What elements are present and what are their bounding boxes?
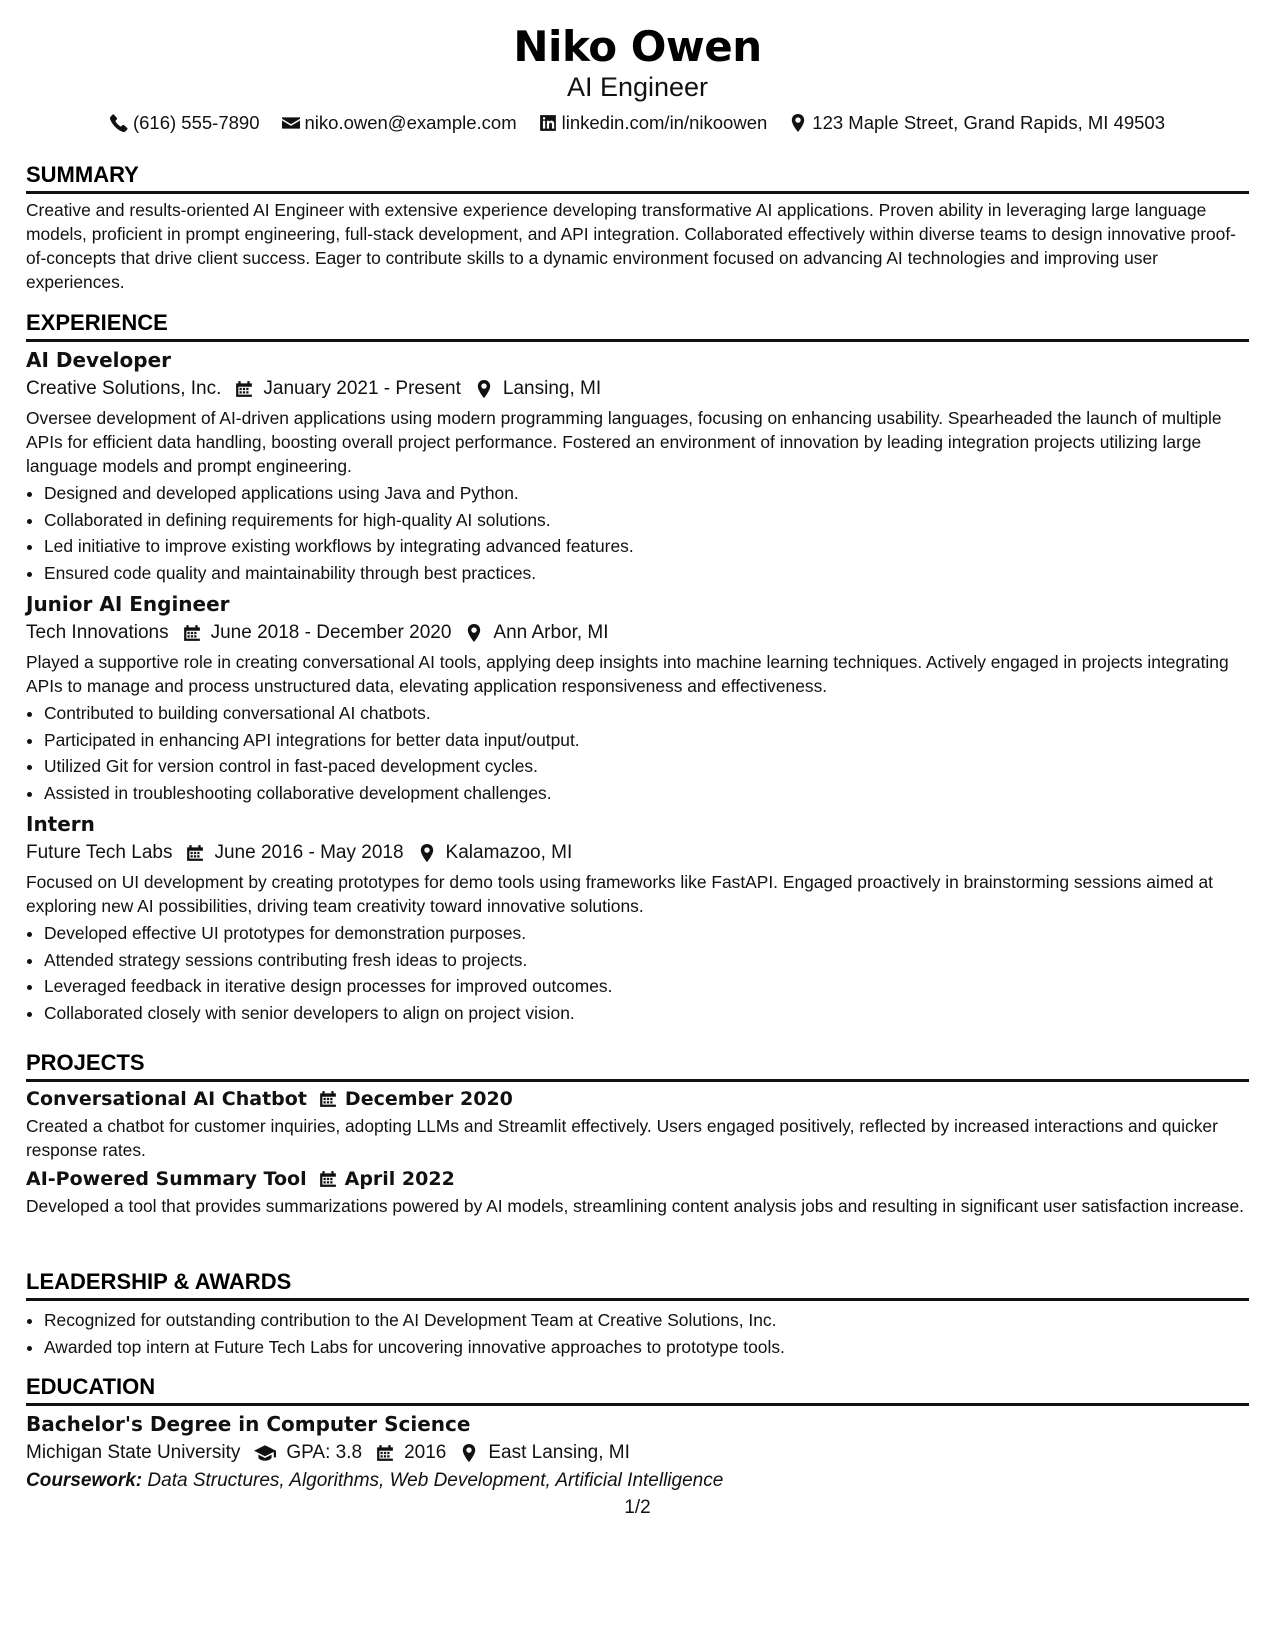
- job-title: Intern: [26, 812, 95, 836]
- degree-title: Bachelor's Degree in Computer Science: [26, 1412, 471, 1436]
- map-pin-icon: [465, 624, 483, 642]
- map-pin-icon: [418, 844, 436, 862]
- job-title: AI Developer: [26, 348, 171, 372]
- company-name: Future Tech Labs: [26, 842, 173, 863]
- coursework: [26, 1470, 1249, 1492]
- list-item: • Led initiative to improve existing workflows by integrating advanced features.: [44, 533, 1249, 560]
- map-pin-icon: [789, 114, 807, 132]
- list-item: • Assisted in troubleshooting collaborative development challenges.: [44, 780, 1249, 807]
- envelope-icon: [282, 114, 300, 132]
- map-pin-icon: [475, 380, 493, 398]
- contact-linkedin[interactable]: [539, 112, 768, 134]
- contact-bar: [26, 112, 1249, 134]
- contact-phone[interactable]: [110, 112, 260, 134]
- gpa: GPA: 3.8: [286, 1442, 363, 1463]
- job-title: Junior AI Engineer: [26, 592, 230, 616]
- project-date: April 2022: [344, 1168, 455, 1190]
- summary-section: [26, 162, 1249, 294]
- address-text: 123 Maple Street, Grand Rapids, MI 49503: [812, 112, 1166, 133]
- education-section: [26, 1374, 1249, 1492]
- calendar-icon: [186, 844, 204, 862]
- awards-list: [26, 1307, 1249, 1360]
- page-number: 1/2: [624, 1497, 651, 1518]
- job-description: Focused on UI development by creating prototypes for demo tools using frameworks like FastAPI. Engaged proactively in brainstorming sessions aimed at exploring new AI possibilities, driving team creativity toward innovative solutions.: [26, 872, 1214, 916]
- list-item: • Participated in enhancing API integrations for better data input/output.: [44, 727, 1249, 754]
- calendar-icon: [319, 1090, 337, 1108]
- phone-icon: [110, 114, 128, 132]
- project-description: Developed a tool that provides summarizations powered by AI models, streamlining content analysis jobs and resulting in significant user satisfaction increase.: [26, 1196, 1244, 1216]
- experience-section: [26, 310, 1249, 1026]
- job-bullets: [26, 480, 1249, 586]
- job-dates: June 2018 - December 2020: [210, 622, 452, 643]
- job-entry: [26, 348, 1249, 586]
- calendar-icon: [319, 1170, 337, 1188]
- leadership-section: [26, 1269, 1249, 1360]
- list-item: • Developed effective UI prototypes for demonstration purposes.: [44, 920, 1249, 947]
- section-heading: LEADERSHIP & AWARDS: [26, 1269, 1249, 1301]
- job-description: Oversee development of AI-driven applications using modern programming languages, focusing on enhancing usability. Spearheaded the launch of multiple APIs for efficient data handling, boosting overall project performance. Fostered an environment of innovation by leading integration projects utilizing large language models and prompt engineering.: [26, 408, 1222, 476]
- list-item: • Leveraged feedback in iterative design processes for improved outcomes.: [44, 973, 1249, 1000]
- project-entry: [26, 1088, 1249, 1162]
- summary-text: Creative and results-oriented AI Engineer with extensive experience developing transformative AI applications. Proven ability in leveraging large language models, proficient in prompt engineering, full-stack development, and API integration. Collaborated effectively within diverse teams to design innovative proof-of-concepts that drive client success. Eager to contribute skills to a dynamic environment focused on advancing AI technologies and improving user experiences.: [26, 200, 1236, 292]
- project-header: [26, 1168, 1249, 1190]
- coursework-list: Data Structures, Algorithms, Web Development, Artificial Intelligence: [147, 1470, 724, 1491]
- company-name: Tech Innovations: [26, 622, 169, 643]
- job-description: Played a supportive role in creating conversational AI tools, applying deep insights into machine learning techniques. Actively engaged in projects integrating APIs to manage and process unstructured data, elevating application responsiveness and effectiveness.: [26, 652, 1229, 696]
- list-item: • Collaborated in defining requirements for high-quality AI solutions.: [44, 507, 1249, 534]
- graduation-cap-icon: [254, 1444, 276, 1462]
- project-title: AI-Powered Summary Tool: [26, 1168, 307, 1190]
- section-heading: SUMMARY: [26, 162, 1249, 194]
- list-item: • Recognized for outstanding contribution to the AI Development Team at Creative Solutions, Inc.: [44, 1307, 1249, 1334]
- calendar-icon: [235, 380, 253, 398]
- job-meta: [26, 378, 1249, 400]
- list-item: • Awarded top intern at Future Tech Labs for uncovering innovative approaches to prototype tools.: [44, 1334, 1249, 1361]
- school-name: Michigan State University: [26, 1442, 241, 1463]
- coursework-label: Coursework:: [26, 1470, 143, 1491]
- email-text: niko.owen@example.com: [304, 112, 517, 133]
- job-meta: [26, 842, 1249, 864]
- job-bullets: [26, 700, 1249, 806]
- section-heading: EXPERIENCE: [26, 310, 1249, 342]
- graduation-year: 2016: [404, 1442, 447, 1463]
- project-date: December 2020: [344, 1088, 513, 1110]
- list-item: • Attended strategy sessions contributing fresh ideas to projects.: [44, 947, 1249, 974]
- contact-address: [789, 112, 1165, 134]
- linkedin-text: linkedin.com/in/nikoowen: [561, 112, 768, 133]
- job-bullets: [26, 920, 1249, 1026]
- project-description: Created a chatbot for customer inquiries, adopting LLMs and Streamlit effectively. Users engaged positively, reflected by increased interactions and quicker response rates.: [26, 1116, 1218, 1160]
- job-location: Kalamazoo, MI: [445, 842, 573, 863]
- job-entry: [26, 812, 1249, 1026]
- project-entry: [26, 1168, 1249, 1218]
- candidate-title: AI Engineer: [566, 72, 709, 102]
- contact-email[interactable]: [282, 112, 517, 134]
- list-item: • Utilized Git for version control in fast-paced development cycles.: [44, 753, 1249, 780]
- candidate-name: Niko Owen: [513, 22, 762, 71]
- project-title: Conversational AI Chatbot: [26, 1088, 307, 1110]
- linkedin-icon: [539, 114, 557, 132]
- calendar-icon: [183, 624, 201, 642]
- calendar-icon: [376, 1444, 394, 1462]
- phone-text: (616) 555-7890: [132, 112, 260, 133]
- list-item: • Contributed to building conversational AI chatbots.: [44, 700, 1249, 727]
- job-dates: June 2016 - May 2018: [214, 842, 404, 863]
- list-item: • Designed and developed applications using Java and Python.: [44, 480, 1249, 507]
- job-dates: January 2021 - Present: [263, 378, 461, 399]
- school-location: East Lansing, MI: [488, 1442, 630, 1463]
- education-meta: [26, 1442, 1249, 1464]
- map-pin-icon: [460, 1444, 478, 1462]
- list-item: • Collaborated closely with senior developers to align on project vision.: [44, 1000, 1249, 1027]
- job-location: Ann Arbor, MI: [493, 622, 609, 643]
- section-heading: EDUCATION: [26, 1374, 1249, 1406]
- list-item: • Ensured code quality and maintainability through best practices.: [44, 560, 1249, 587]
- project-header: [26, 1088, 1249, 1110]
- job-meta: [26, 622, 1249, 644]
- job-location: Lansing, MI: [502, 378, 602, 399]
- section-heading: PROJECTS: [26, 1050, 1249, 1082]
- job-entry: [26, 592, 1249, 806]
- projects-section: [26, 1050, 1249, 1218]
- company-name: Creative Solutions, Inc.: [26, 378, 222, 399]
